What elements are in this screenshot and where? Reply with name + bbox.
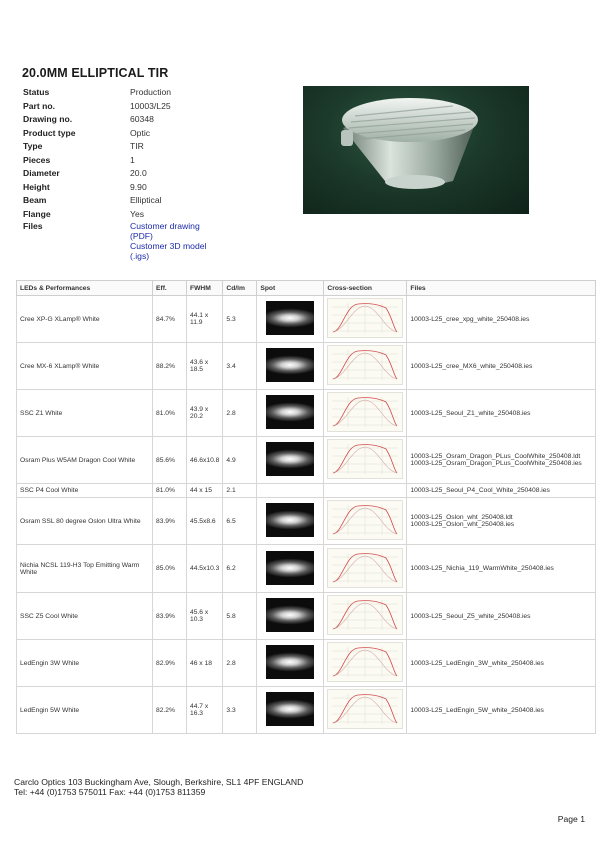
cross-section-cell [324, 545, 407, 593]
spec-value: 9.90 [130, 181, 147, 192]
table-row [17, 687, 596, 734]
customer-3d-model-link-igs[interactable]: (.igs) [130, 251, 150, 261]
efficiency: 81.0% [153, 390, 187, 437]
cross-section-plot [327, 689, 403, 729]
fwhm: 44 x 15 [187, 484, 223, 498]
table-header [17, 281, 596, 296]
cd-per-lm: 2.8 [223, 640, 257, 687]
efficiency: 85.0% [153, 545, 187, 593]
spec-value: 10003/L25 [130, 100, 171, 111]
spec-label: Part no. [23, 100, 55, 111]
file-link[interactable]: 10003-L25_Osram_Dragon_PLus_CoolWhite_250408.ldt [410, 453, 581, 460]
efficiency: 84.7% [153, 296, 187, 343]
file-link[interactable]: 10003-L25_Seoul_Z1_white_250408.ies [410, 409, 531, 417]
spec-value: 1 [130, 154, 135, 165]
fwhm: 46.6x10.8 [187, 437, 223, 484]
footer-address: Carclo Optics 103 Buckingham Ave, Slough, Berkshire, SL1 4PF ENGLAND [14, 777, 304, 787]
spot-cell [257, 296, 324, 343]
footer-phone: Tel: +44 (0)1753 575011 Fax: +44 (0)1753 811359 [14, 787, 206, 797]
table-row [17, 640, 596, 687]
table-row [17, 593, 596, 640]
cross-section-plot [327, 642, 403, 682]
efficiency: 83.9% [153, 498, 187, 545]
cd-per-lm: 3.4 [223, 343, 257, 390]
table-row [17, 498, 596, 545]
performance-table [16, 280, 596, 734]
spec-list [23, 86, 206, 261]
files-row [23, 221, 206, 261]
cross-section-cell [324, 343, 407, 390]
spot-cell [257, 593, 324, 640]
spot-cell [257, 545, 324, 593]
files-label: Files [23, 221, 43, 231]
spec-row [23, 140, 206, 154]
led-name: Cree XP-G XLamp® White [17, 296, 153, 343]
cd-per-lm: 3.3 [223, 687, 257, 734]
spec-value: Optic [130, 127, 151, 138]
file-link[interactable]: 10003-L25_cree_MX6_white_250408.ies [410, 362, 533, 370]
fwhm: 43.6 x 18.5 [187, 343, 223, 390]
files-cell [407, 390, 596, 437]
led-name: LedEngin 5W White [17, 687, 153, 734]
files-cell [407, 498, 596, 545]
spec-row [23, 194, 206, 208]
cross-section-cell [324, 498, 407, 545]
led-name: Osram SSL 80 degree Oslon Ultra White [17, 498, 153, 545]
cross-section-cell [324, 640, 407, 687]
fwhm: 45.5x8.6 [187, 498, 223, 545]
spot-image [266, 442, 314, 476]
files-cell [407, 296, 596, 343]
spec-row [23, 86, 206, 100]
spot-image [266, 645, 314, 679]
cross-section-cell [324, 296, 407, 343]
file-link[interactable]: 10003-L25_Seoul_Z5_white_250408.ies [410, 612, 531, 620]
spec-value: Elliptical [130, 195, 162, 205]
files-cell [407, 484, 596, 498]
fwhm: 45.6 x 10.3 [187, 593, 223, 640]
fwhm: 44.5x10.3 [187, 545, 223, 593]
files-cell [407, 640, 596, 687]
spot-image [266, 551, 314, 585]
cross-section-plot [327, 595, 403, 635]
cross-section-plot [327, 439, 403, 479]
spec-row [23, 127, 206, 141]
spec-label: Drawing no. [23, 114, 73, 124]
cd-per-lm: 5.8 [223, 593, 257, 640]
spot-image [266, 598, 314, 632]
col-header-leds: LEDs & Performances [17, 281, 153, 296]
col-header-eff: Eff. [153, 281, 187, 296]
spec-label: Pieces [23, 154, 51, 165]
spot-image [266, 395, 314, 429]
cd-per-lm: 5.3 [223, 296, 257, 343]
led-name: SSC Z1 White [17, 390, 153, 437]
spec-value: 20.0 [130, 168, 147, 178]
spot-cell [257, 484, 324, 498]
spec-row [23, 113, 206, 127]
cross-section-plot [327, 298, 403, 338]
customer-drawing-link[interactable]: Customer drawing [130, 221, 200, 231]
file-link[interactable]: 10003-L25_Nichia_119_WarmWhite_250408.ies [410, 565, 554, 572]
spot-image [266, 503, 314, 537]
spec-row [23, 167, 206, 181]
spec-row [23, 100, 206, 114]
cross-section-plot [327, 345, 403, 385]
files-cell [407, 343, 596, 390]
spec-label: Status [23, 87, 50, 97]
spot-cell [257, 498, 324, 545]
cross-section-plot [327, 392, 403, 432]
cd-per-lm: 6.2 [223, 545, 257, 593]
spec-value: Yes [130, 208, 145, 219]
file-link[interactable]: 10003-L25_cree_xpg_white_250408.ies [410, 315, 530, 323]
cross-section-cell [324, 687, 407, 734]
spec-row [23, 154, 206, 168]
table-row [17, 545, 596, 593]
spec-label: Diameter [23, 168, 60, 178]
file-link[interactable]: 10003-L25_Seoul_P4_Cool_White_250408.ies [410, 487, 550, 494]
spec-label: Product type [23, 127, 76, 138]
efficiency: 82.9% [153, 640, 187, 687]
spot-image [266, 692, 314, 726]
spot-image [266, 348, 314, 382]
customer-drawing-link-pdf[interactable]: (PDF) [130, 231, 153, 241]
files-cell [407, 593, 596, 640]
fwhm: 44.7 x 16.3 [187, 687, 223, 734]
file-link[interactable]: 10003-L25_Oslon_wht_250408.ldt [410, 514, 513, 521]
led-name: SSC Z5 Cool White [17, 593, 153, 640]
table-row [17, 484, 596, 498]
cross-section-cell [324, 593, 407, 640]
cd-per-lm: 2.8 [223, 390, 257, 437]
cross-section-cell [324, 437, 407, 484]
col-header-cdlm: Cd/lm [223, 281, 257, 296]
company-footer [14, 777, 303, 797]
col-header-spot: Spot [257, 281, 324, 296]
spot-image [266, 301, 314, 335]
efficiency: 82.2% [153, 687, 187, 734]
table-row [17, 343, 596, 390]
spot-cell [257, 390, 324, 437]
led-name: LedEngin 3W White [17, 640, 153, 687]
cd-per-lm: 6.5 [223, 498, 257, 545]
col-header-files: Files [407, 281, 596, 296]
fwhm: 43.9 x 20.2 [187, 390, 223, 437]
cross-section-plot [327, 548, 403, 588]
led-name: Nichia NCSL 119-H3 Top Emitting Warm White [17, 545, 153, 593]
file-link[interactable]: 10003-L25_LedEngin_5W_white_250408.ies [410, 706, 544, 714]
led-name: SSC P4 Cool White [17, 484, 153, 498]
spec-label: Height [23, 181, 50, 192]
spec-label: Flange [23, 208, 51, 219]
spot-cell [257, 437, 324, 484]
efficiency: 81.0% [153, 484, 187, 498]
led-name: Cree MX-6 XLamp® White [17, 343, 153, 390]
table-row [17, 437, 596, 484]
cd-per-lm: 4.9 [223, 437, 257, 484]
efficiency: 83.9% [153, 593, 187, 640]
page-number: Page 1 [557, 814, 585, 824]
cd-per-lm: 2.1 [223, 484, 257, 498]
spec-value: Production [130, 87, 172, 97]
col-header-fwhm: FWHM [187, 281, 223, 296]
led-name: Osram Plus W5AM Dragon Cool White [17, 437, 153, 484]
spec-value: 60348 [130, 114, 154, 124]
file-link[interactable]: 10003-L25_Oslon_wht_250408.ies [410, 521, 515, 528]
table-row [17, 390, 596, 437]
fwhm: 44.1 x 11.9 [187, 296, 223, 343]
product-photo [303, 86, 529, 214]
spot-cell [257, 343, 324, 390]
product-title: 20.0MM ELLIPTICAL TIR [22, 66, 169, 80]
cross-section-cell [324, 484, 407, 498]
file-link[interactable]: 10003-L25_LedEngin_3W_white_250408.ies [410, 659, 544, 667]
files-cell [407, 437, 596, 484]
files-cell [407, 687, 596, 734]
efficiency: 85.6% [153, 437, 187, 484]
cross-section-cell [324, 390, 407, 437]
spec-label: Type [23, 141, 43, 151]
spot-cell [257, 687, 324, 734]
customer-3d-model-link[interactable]: Customer 3D model [130, 241, 207, 251]
table-row [17, 296, 596, 343]
cross-section-plot [327, 500, 403, 540]
spec-value: TIR [130, 141, 144, 151]
spec-label: Beam [23, 195, 47, 205]
spec-row [23, 181, 206, 195]
spot-cell [257, 640, 324, 687]
fwhm: 46 x 18 [187, 640, 223, 687]
col-header-cross-section: Cross-section [324, 281, 407, 296]
file-link[interactable]: 10003-L25_Osram_Dragon_PLus_CoolWhite_250408.ies [410, 460, 582, 467]
spec-row [23, 208, 206, 222]
files-cell [407, 545, 596, 593]
efficiency: 88.2% [153, 343, 187, 390]
